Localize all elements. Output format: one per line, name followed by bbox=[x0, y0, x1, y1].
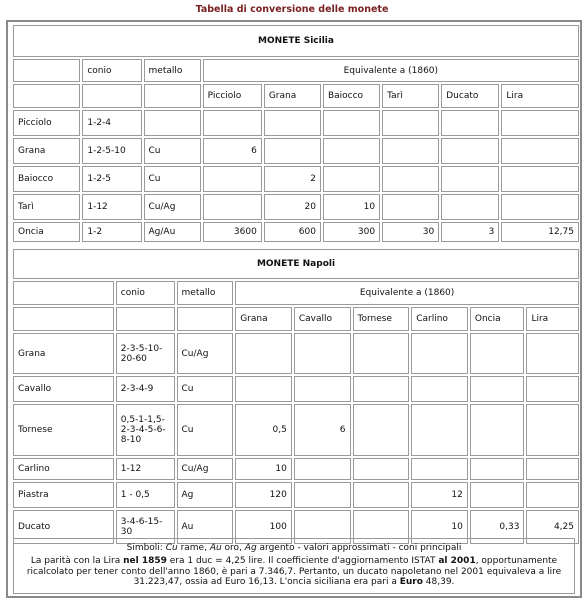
notes-box bbox=[13, 538, 575, 594]
napoli-sub-header: Oncia bbox=[470, 307, 525, 331]
coin-value bbox=[353, 458, 410, 480]
napoli-equivalente-header: Equivalente a (1860) bbox=[235, 281, 579, 305]
coin-value bbox=[264, 110, 321, 136]
symbol-au: Au bbox=[209, 543, 222, 553]
symbol-cu-text: rame, bbox=[177, 543, 210, 553]
coin-metallo: Cu bbox=[144, 166, 201, 192]
coin-conio: 1-2-5 bbox=[82, 166, 141, 192]
coin-value bbox=[382, 194, 439, 220]
coin-name: Cavallo bbox=[13, 376, 114, 402]
sicilia-sub-header: Ducato bbox=[441, 84, 499, 108]
coin-value bbox=[323, 166, 380, 192]
symbol-au-text: oro, bbox=[221, 543, 245, 553]
coin-metallo: Ag/Au bbox=[144, 222, 201, 242]
napoli-sub-header: Lira bbox=[526, 307, 579, 331]
coin-metallo: Cu bbox=[177, 404, 234, 456]
coin-conio: 0,5-1-1,5-2-3-4-5-6-8-10 bbox=[116, 404, 175, 456]
sicilia-empty-header bbox=[13, 59, 80, 82]
coin-value bbox=[501, 194, 579, 220]
conversion-table-frame bbox=[6, 20, 582, 598]
coin-value: 30 bbox=[382, 222, 439, 242]
coin-value: 0,33 bbox=[470, 510, 525, 544]
coin-value: 12 bbox=[411, 482, 468, 508]
coin-value bbox=[411, 458, 468, 480]
napoli-blank-cell bbox=[116, 307, 175, 331]
coin-value bbox=[501, 166, 579, 192]
coin-value bbox=[382, 138, 439, 164]
napoli-table bbox=[11, 247, 581, 546]
coin-conio: 1-2-5-10 bbox=[82, 138, 141, 164]
coin-value bbox=[294, 376, 351, 402]
coin-value bbox=[294, 458, 351, 480]
coin-value bbox=[441, 138, 499, 164]
coin-value bbox=[470, 404, 525, 456]
sicilia-table bbox=[11, 23, 581, 244]
coin-metallo: Cu/Ag bbox=[144, 194, 201, 220]
sicilia-blank-cell bbox=[82, 84, 141, 108]
coin-value bbox=[411, 333, 468, 374]
note-bold: nel 1859 bbox=[123, 556, 167, 567]
coin-value bbox=[470, 482, 525, 508]
coin-value bbox=[441, 194, 499, 220]
coin-metallo: Cu/Ag bbox=[177, 458, 234, 480]
sicilia-sub-header: Picciolo bbox=[203, 84, 262, 108]
coin-name: Tornese bbox=[13, 404, 114, 456]
table-row bbox=[13, 404, 579, 456]
coin-value bbox=[411, 376, 468, 402]
coin-name: Picciolo bbox=[13, 110, 80, 136]
coin-name: Tarì bbox=[13, 194, 80, 220]
coin-conio: 1-12 bbox=[116, 458, 175, 480]
coin-metallo bbox=[144, 110, 201, 136]
sicilia-conio-header: conio bbox=[82, 59, 141, 82]
note-bold: Euro bbox=[399, 577, 423, 588]
napoli-blank-cell bbox=[13, 307, 114, 331]
coin-value: 3600 bbox=[203, 222, 262, 242]
coin-value: 12,75 bbox=[501, 222, 579, 242]
coin-value: 600 bbox=[264, 222, 321, 242]
note-bold: al 2001 bbox=[438, 556, 476, 567]
coin-name: Grana bbox=[13, 138, 80, 164]
napoli-title: MONETE Napoli bbox=[13, 249, 579, 279]
napoli-metallo-header: metallo bbox=[177, 281, 234, 305]
table-row bbox=[13, 333, 579, 374]
coin-name: Baiocco bbox=[13, 166, 80, 192]
sicilia-sub-header: Tarì bbox=[382, 84, 439, 108]
coin-value bbox=[353, 376, 410, 402]
sicilia-equivalente-header: Equivalente a (1860) bbox=[203, 59, 579, 82]
napoli-sub-header: Carlino bbox=[411, 307, 468, 331]
napoli-blank-cell bbox=[177, 307, 234, 331]
symbol-cu: Cu bbox=[165, 543, 178, 553]
coin-metallo: Ag bbox=[177, 482, 234, 508]
coin-value bbox=[470, 333, 525, 374]
coin-value bbox=[264, 138, 321, 164]
coin-value bbox=[323, 110, 380, 136]
coin-value: 0,5 bbox=[235, 404, 292, 456]
coin-conio: 1-2 bbox=[82, 222, 141, 242]
coin-name: Oncia bbox=[13, 222, 80, 242]
sicilia-sub-header: Grana bbox=[264, 84, 321, 108]
coin-value: 20 bbox=[264, 194, 321, 220]
coin-value bbox=[382, 166, 439, 192]
coin-value bbox=[526, 404, 579, 456]
sicilia-metallo-header: metallo bbox=[144, 59, 201, 82]
coin-conio: 3-4-6-15-30 bbox=[116, 510, 175, 544]
coin-value bbox=[501, 138, 579, 164]
note-text: La parità con la Lira bbox=[30, 556, 124, 567]
coin-value bbox=[470, 458, 525, 480]
coin-value bbox=[203, 110, 262, 136]
coin-value: 4,25 bbox=[526, 510, 579, 544]
coin-value bbox=[294, 333, 351, 374]
coin-value: 10 bbox=[323, 194, 380, 220]
coin-value bbox=[526, 333, 579, 374]
coin-name: Piastra bbox=[13, 482, 114, 508]
coin-metallo: Cu bbox=[144, 138, 201, 164]
note-text: era 1 duc = 4,25 lire. Il coefficiente d'aggiornamento ISTAT bbox=[166, 556, 439, 567]
table-row bbox=[13, 194, 579, 220]
coin-name: Carlino bbox=[13, 458, 114, 480]
coin-conio: 1-2-4 bbox=[82, 110, 141, 136]
symbol-ag: Ag bbox=[244, 543, 257, 553]
napoli-conio-header: conio bbox=[116, 281, 175, 305]
coin-value bbox=[526, 458, 579, 480]
sicilia-sub-header: Lira bbox=[501, 84, 579, 108]
coin-value bbox=[526, 376, 579, 402]
coin-value bbox=[470, 376, 525, 402]
table-row bbox=[13, 138, 579, 164]
note-text: 48,39. bbox=[422, 577, 455, 588]
coin-value bbox=[353, 404, 410, 456]
table-row bbox=[13, 458, 579, 480]
symbols-legend bbox=[14, 543, 574, 553]
parity-note bbox=[14, 556, 574, 587]
sicilia-title: MONETE Sicilia bbox=[13, 25, 579, 57]
sicilia-sub-header: Baiocco bbox=[323, 84, 380, 108]
coin-conio: 1 - 0,5 bbox=[116, 482, 175, 508]
coin-conio: 1-12 bbox=[82, 194, 141, 220]
coin-value bbox=[501, 110, 579, 136]
coin-value bbox=[441, 166, 499, 192]
coin-metallo: Au bbox=[177, 510, 234, 544]
coin-value bbox=[353, 482, 410, 508]
coin-value: 2 bbox=[264, 166, 321, 192]
coin-conio: 2-3-5-10-20-60 bbox=[116, 333, 175, 374]
coin-conio: 2-3-4-9 bbox=[116, 376, 175, 402]
coin-value: 10 bbox=[411, 510, 468, 544]
napoli-sub-header: Cavallo bbox=[294, 307, 351, 331]
coin-value: 6 bbox=[294, 404, 351, 456]
coin-value: 100 bbox=[235, 510, 292, 544]
coin-name: Grana bbox=[13, 333, 114, 374]
table-row bbox=[13, 482, 579, 508]
table-row bbox=[13, 222, 579, 242]
coin-value: 3 bbox=[441, 222, 499, 242]
coin-value: 6 bbox=[203, 138, 262, 164]
coin-value bbox=[382, 110, 439, 136]
table-row bbox=[13, 110, 579, 136]
sicilia-blank-cell bbox=[144, 84, 201, 108]
napoli-sub-header: Tornese bbox=[353, 307, 410, 331]
coin-value bbox=[526, 482, 579, 508]
coin-value bbox=[323, 138, 380, 164]
table-caption: Tabella di conversione delle monete bbox=[195, 4, 389, 15]
coin-value: 120 bbox=[235, 482, 292, 508]
sicilia-blank-cell bbox=[13, 84, 80, 108]
coin-value bbox=[441, 110, 499, 136]
coin-value bbox=[294, 482, 351, 508]
symbols-prefix: Simboli: bbox=[126, 543, 166, 553]
napoli-empty-header bbox=[13, 281, 114, 305]
symbol-ag-text: argento - valori approssimati - coni principali bbox=[256, 543, 462, 553]
coin-value bbox=[411, 404, 468, 456]
coin-value bbox=[203, 166, 262, 192]
coin-value bbox=[235, 333, 292, 374]
coin-value: 300 bbox=[323, 222, 380, 242]
table-row bbox=[13, 376, 579, 402]
table-row bbox=[13, 166, 579, 192]
coin-value bbox=[203, 194, 262, 220]
note-text: , opportunamente ricalcolato per tener conto dell'anno 1860, è pari a 7.346,7. Pertanto, un ducato napoletano nel 2001 equivaleva a lire 31.223,47, ossia ad Euro 16,13. L'oncia siciliana era pari a bbox=[26, 556, 562, 588]
napoli-sub-header: Grana bbox=[235, 307, 292, 331]
coin-metallo: Cu bbox=[177, 376, 234, 402]
coin-name: Ducato bbox=[13, 510, 114, 544]
coin-value bbox=[353, 333, 410, 374]
coin-value bbox=[235, 376, 292, 402]
coin-value: 10 bbox=[235, 458, 292, 480]
coin-metallo: Cu/Ag bbox=[177, 333, 234, 374]
